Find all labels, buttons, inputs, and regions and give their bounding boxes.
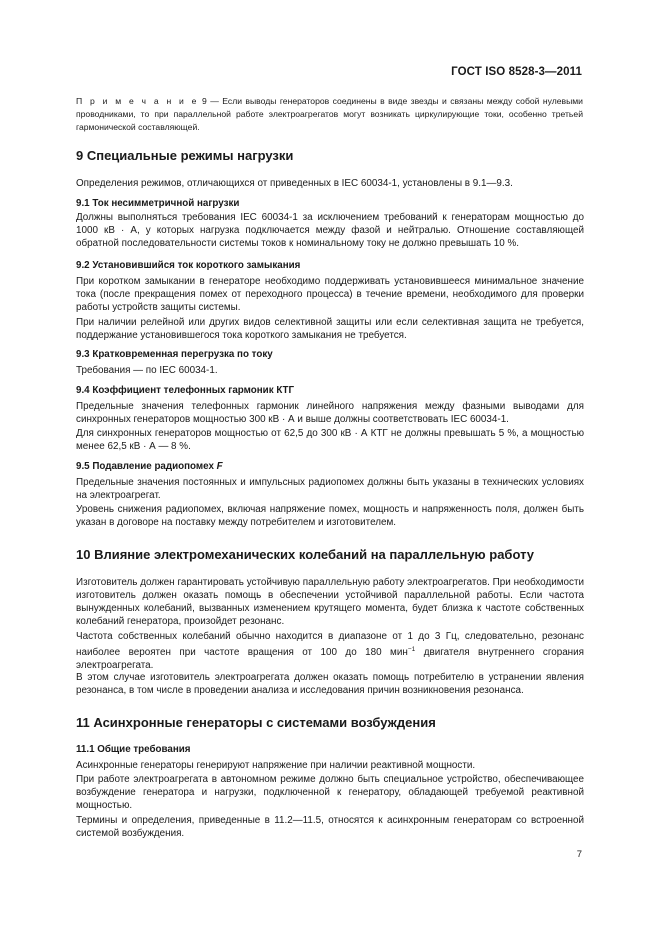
unit-exponent: −1 bbox=[407, 645, 416, 653]
section-9-5-title-symbol: F bbox=[216, 461, 223, 472]
section-10-paragraph-2 bbox=[76, 631, 584, 673]
section-10-title: 10 Влияние электромеханических колебаний на параллельную работу bbox=[76, 547, 535, 562]
section-9-5-title bbox=[76, 461, 223, 472]
section-11-title: 11 Асинхронные генераторы с системами возбуждения bbox=[76, 715, 436, 730]
section-9-1-paragraph: Должны выполняться требования IEC 60034-1 за исключением требований к генераторам мощностью до 1000 кВ · А, у которых нагрузка подключается между фазой и нейтралью. Отношение составляющей обратной последовательности системы токов к номинальному току не должно превышать 10 %. bbox=[76, 212, 584, 249]
standard-header: ГОСТ ISO 8528-3—2011 bbox=[451, 66, 582, 78]
note-paragraph bbox=[76, 95, 583, 134]
page-number: 7 bbox=[576, 849, 582, 860]
section-9-intro: Определения режимов, отличающихся от приведенных в IEC 60034-1, установлены в 9.1—9.3. bbox=[76, 178, 513, 189]
section-9-5-paragraph-2: Уровень снижения радиопомех, включая напряжение помех, мощность и напряженность поля, должен быть указан в договоре на поставку между потребителем и изготовителем. bbox=[76, 504, 584, 528]
note-label: П р и м е ч а н и е bbox=[76, 96, 199, 106]
section-11-1-paragraph-1: Асинхронные генераторы генерируют напряжение при наличии реактивной мощности. bbox=[76, 760, 476, 771]
section-10-paragraph-1: Изготовитель должен гарантировать устойчивую параллельную работу электроагрегатов. При необходимости изготовитель должен оказать помощь в обеспечении устойчивой параллельной работы. Если частота вынужденных колебаний, вызванных изменением крутящего момента, будет близка к частоте собственных колебаний генератора, произойдет резонанс. bbox=[76, 577, 584, 627]
section-9-3-paragraph: Требования — по IEC 60034-1. bbox=[76, 365, 218, 376]
section-9-title: 9 Специальные режимы нагрузки bbox=[76, 148, 294, 163]
section-11-1-paragraph-3: Термины и определения, приведенные в 11.2—11.5, относятся к асинхронным генераторам со встроенной системой возбуждения. bbox=[76, 815, 584, 839]
section-9-4-paragraph-1: Предельные значения телефонных гармоник линейного напряжения между фазными выводами для синхронных генераторов мощностью 300 кВ · А и выше должны соответствовать IEC 60034-1. bbox=[76, 401, 584, 425]
section-11-1-paragraph-2: При работе электроагрегата в автономном режиме должно быть специальное устройство, обеспечивающее возбуждение генератора и нагрузки, подключенной к генератору, обладающей требуемой реактивной мощностью. bbox=[76, 774, 584, 811]
section-10-paragraph-2-tail: двигателя внутреннего сгорания электроагрегата. bbox=[76, 646, 584, 671]
section-9-2-paragraph-1: При коротком замыкании в генераторе необходимо поддерживать установившееся минимальное значение тока (после прекращения помех от переходного процесса) в течение времени, необходимого для проверки работы устройств защиты системы. bbox=[76, 276, 584, 313]
section-9-4-paragraph-2: Для синхронных генераторов мощностью от 62,5 до 300 кВ · А КТГ не должны превышать 5 %, а мощностью менее 62,5 кВ · А — 8 %. bbox=[76, 428, 584, 452]
section-10-paragraph-3: В этом случае изготовитель электроагрегата должен оказать помощь потребителю в устранении явления резонанса, в том числе в проведении анализа и исследования причин возникновения резонанса. bbox=[76, 672, 584, 696]
section-9-1-title: 9.1 Ток несимметричной нагрузки bbox=[76, 198, 240, 209]
section-9-4-title: 9.4 Коэффициент телефонных гармоник КТГ bbox=[76, 385, 295, 396]
section-9-5-paragraph-1: Предельные значения постоянных и импульсных радиопомех должны быть указаны в технических условиях на электроагрегат. bbox=[76, 477, 584, 501]
note-text: 9 — Если выводы генераторов соединены в виде звезды и связаны между собой нулевыми проводниками, то при параллельной работе электроагрегатов могут возникать циркулирующие токи, особенно третьей гармонической составляющей. bbox=[76, 96, 583, 132]
section-9-2-paragraph-2: При наличии релейной или других видов селективной защиты или если селективная защита не требуется, поддержание установившегося тока короткого замыкания не требуется. bbox=[76, 317, 584, 341]
section-9-3-title: 9.3 Кратковременная перегрузка по току bbox=[76, 349, 273, 360]
section-11-1-title: 11.1 Общие требования bbox=[76, 744, 191, 755]
section-9-2-title: 9.2 Установившийся ток короткого замыкания bbox=[76, 260, 301, 271]
section-9-5-title-text: 9.5 Подавление радиопомех bbox=[76, 461, 217, 472]
section-10-paragraph-2-text: Частота собственных колебаний обычно находится в диапазоне от 1 до 3 Гц, следовательно, резонанс наиболее вероятен при частоте вращения от 100 до 180 мин bbox=[76, 631, 584, 658]
